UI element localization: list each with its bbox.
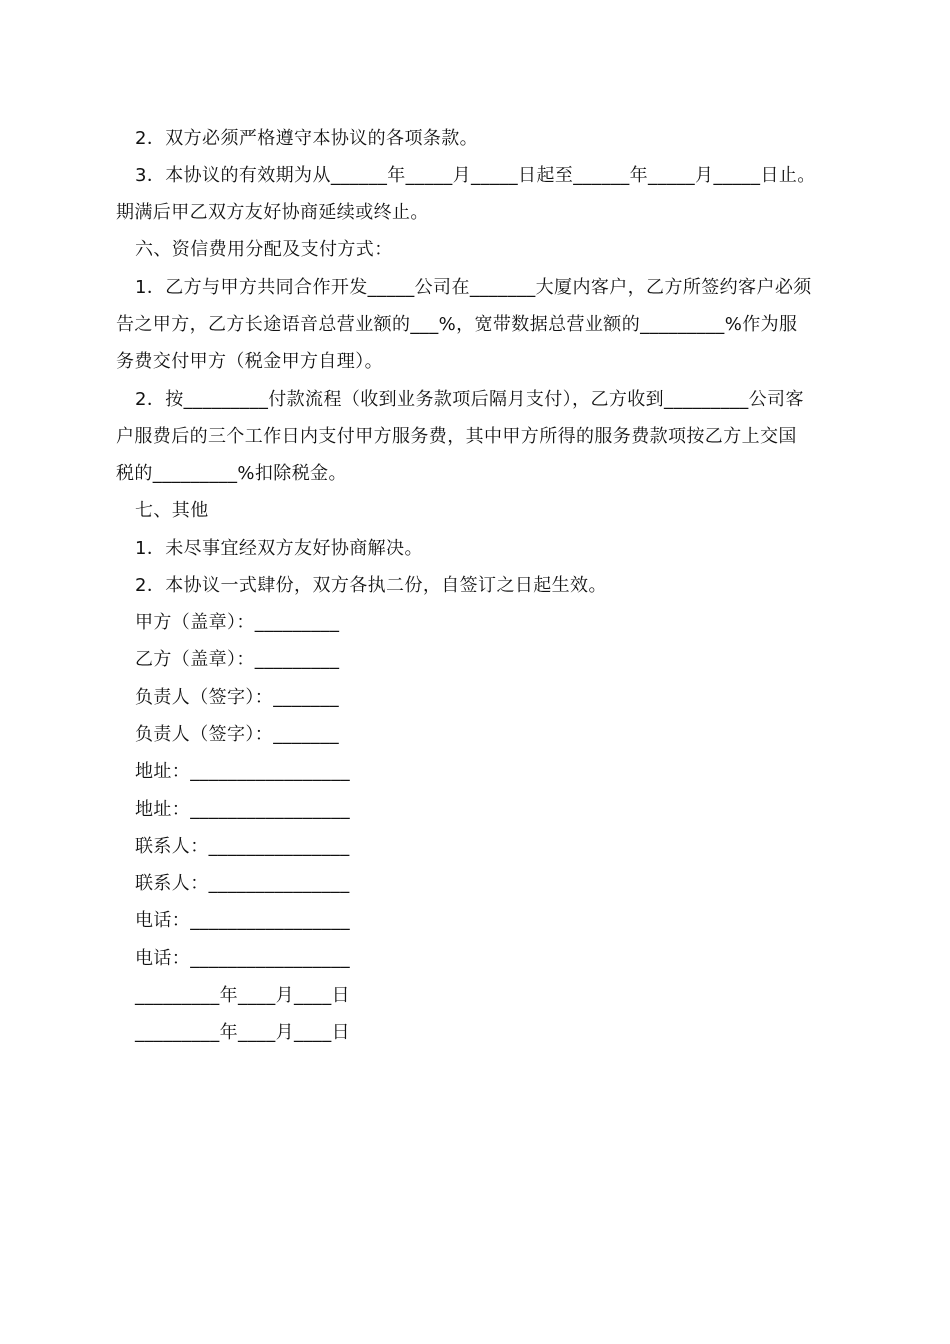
party-a-address-field: 地址：_________________ bbox=[135, 761, 350, 782]
section-6-clause-1-line-2: 告之甲方，乙方长途语音总营业额的___%，宽带数据总营业额的_________%作为服 bbox=[116, 314, 798, 335]
party-b-contact-field: 联系人：_______________ bbox=[135, 873, 350, 894]
party-a-seal-field: 甲方（盖章）：_________ bbox=[135, 612, 340, 633]
clause-3-validity-period: 3．本协议的有效期为从______年_____月_____日起至______年_____月_____日止。 bbox=[135, 165, 816, 186]
section-6-heading: 六、资信费用分配及支付方式： bbox=[135, 239, 393, 260]
section-6-clause-2-line-2: 户服费后的三个工作日内支付甲方服务费，其中甲方所得的服务费款项按乙方上交国 bbox=[116, 426, 797, 447]
section-6-clause-2-line-1: 2．按_________付款流程（收到业务款项后隔月支付），乙方收到_________公司客 bbox=[135, 389, 804, 410]
party-a-date-field: _________年____月____日 bbox=[135, 985, 350, 1006]
party-a-contact-field: 联系人：_______________ bbox=[135, 836, 350, 857]
section-6-clause-1-line-1: 1．乙方与甲方共同合作开发_____公司在_______大厦内客户，乙方所签约客户必须 bbox=[135, 277, 812, 298]
party-b-seal-field: 乙方（盖章）：_________ bbox=[135, 649, 340, 670]
party-b-address-field: 地址：_________________ bbox=[135, 799, 350, 820]
party-a-phone-field: 电话：_________________ bbox=[135, 910, 350, 931]
clause-2-compliance: 2．双方必须严格遵守本协议的各项条款。 bbox=[135, 128, 479, 149]
section-7-clause-1: 1．未尽事宜经双方友好协商解决。 bbox=[135, 538, 423, 559]
clause-3-continuation: 期满后甲乙双方友好协商延续或终止。 bbox=[116, 202, 429, 223]
party-a-representative-signature-field: 负责人（签字）：_______ bbox=[135, 687, 339, 708]
section-7-heading: 七、其他 bbox=[135, 500, 209, 521]
party-b-date-field: _________年____月____日 bbox=[135, 1022, 350, 1043]
section-7-clause-2: 2．本协议一式肆份，双方各执二份，自签订之日起生效。 bbox=[135, 575, 607, 596]
party-b-representative-signature-field: 负责人（签字）：_______ bbox=[135, 724, 339, 745]
party-b-phone-field: 电话：_________________ bbox=[135, 948, 350, 969]
section-6-clause-1-line-3: 务费交付甲方（税金甲方自理）。 bbox=[116, 351, 383, 372]
section-6-clause-2-line-3: 税的_________%扣除税金。 bbox=[116, 463, 347, 484]
